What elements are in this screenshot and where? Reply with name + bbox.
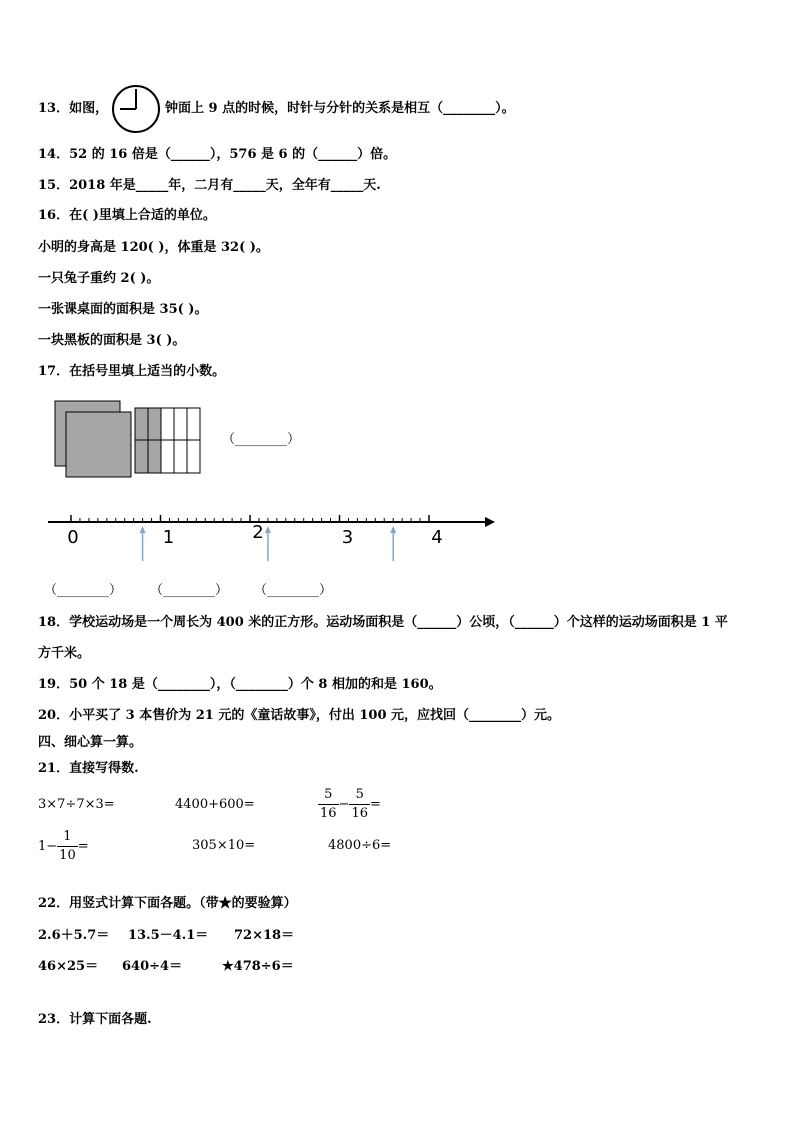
q16-line: 一只兔子重约 2( )。 [38,271,160,286]
q17-title: 17．在括号里填上适当的小数。 [38,364,226,379]
clock-icon [111,84,161,134]
number-line-label: 0 [67,527,79,548]
number-line-label: 1 [162,527,175,548]
pointer-arrowhead [390,526,396,533]
decimal-squares-figure [50,398,210,483]
number-line-label: 3 [341,527,354,548]
q19: 19．50 个 18 是（________），（________）个 8 相加的和是 160。 [38,677,442,692]
q17-blank: （________） [254,583,333,598]
q17-blank: （________） [44,583,123,598]
q22-expr: 46×25＝ [38,959,99,974]
numerator: 5 [349,786,370,805]
q17-blank-right: （________） [222,432,301,447]
q21-title: 21．直接写得数. [38,761,139,776]
q17-blank: （________） [150,583,229,598]
q21-expr: 4800÷6= [328,838,392,853]
prefix: 1− [38,839,58,854]
section-heading: 四、细心算一算。 [38,735,143,750]
q22-title: 22．用竖式计算下面各题。（带★的要验算） [38,896,297,911]
q15: 15．2018 年是_____年，二月有_____天，全年有_____天. [38,178,381,193]
pointer-arrowhead [140,526,146,533]
operator: − [338,797,350,812]
q13-text: 钟面上 9 点的时候，时针与分针的关系是相互（________）。 [165,101,515,116]
equals: = [77,839,89,854]
q23: 23．计算下面各题. [38,1012,152,1027]
q22-expr: ★478÷6＝ [222,959,294,974]
q16-line: 一块黑板的面积是 3( )。 [38,333,186,348]
pointer-arrowhead [265,526,271,533]
q18-line1: 18．学校运动场是一个周长为 400 米的正方形。运动场面积是（______）公顷，（______）个这样的运动场面积是 1 平 [38,615,728,630]
q16-line: 小明的身高是 120( )，体重是 32( )。 [38,240,269,255]
q21-fraction-expr [38,828,89,865]
denominator: 16 [351,806,368,821]
denominator: 10 [59,848,76,863]
number-line-label: 4 [431,527,443,548]
q13-prefix: 13．如图， [38,101,109,116]
number-line-label: 2 [252,522,264,543]
q20: 20．小平买了 3 本售价为 21 元的《童话故事》，付出 100 元，应找回（________）元。 [38,708,561,723]
q21-expr: 3×7÷7×3= [38,797,115,812]
q21-expr: 305×10= [192,838,256,853]
q14: 14．52 的 16 倍是（______），576 是 6 的（______）倍。 [38,147,397,162]
q22-expr: 72×18＝ [234,928,295,943]
q22-expr: 640÷4＝ [122,959,183,974]
q21-expr: 4400+600= [175,797,255,812]
numerator: 5 [318,786,339,805]
q16-title: 16．在( )里填上合适的单位。 [38,208,216,223]
q22-expr: 2.6＋5.7＝ [38,928,110,943]
numerator: 1 [57,828,78,847]
q21-fraction-expr [318,786,381,823]
equals: = [370,797,381,812]
number-line [40,505,505,565]
q22-expr: 13.5－4.1＝ [128,928,209,943]
q16-line: 一张课桌面的面积是 35( )。 [38,302,208,317]
q18-line2: 方千米。 [38,646,91,661]
denominator: 16 [320,806,337,821]
